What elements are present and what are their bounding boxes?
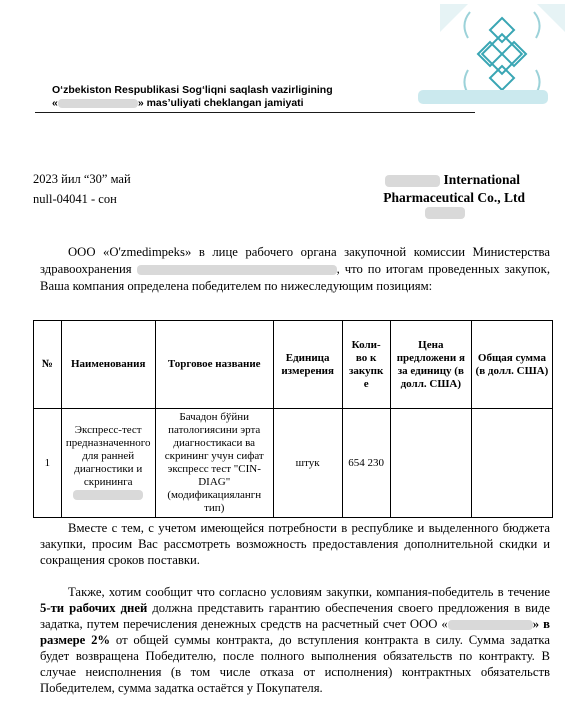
- col-trade: Торговое название: [155, 321, 273, 409]
- deposit-rate: » в размере 2%: [40, 617, 550, 647]
- col-price: Цена предложени я за единицу (в долл. США): [390, 321, 471, 409]
- quote-open: «: [52, 97, 58, 109]
- row-total: [471, 409, 552, 518]
- redacted-disease: [73, 490, 143, 500]
- deposit-paragraph: Также, хотим сообщит что согласно условиям закупки, компания-победитель в течение 5-ти рабочих дней должна представить гарантию обеспечения своего предложения в виде задатка, путем перечисления денежных средств на расчетный счет ООО « » в размере 2% от общей суммы контракта, до вступления контракта в силу. Сумма задатка будет возвращена Победителю, после полного выполнения обязательств по контракту. В случае неисполнения (в том числе отказа от исполнения) контрактных обязательств Победителем, сумма задатка остаётся у Покупателя.: [40, 585, 550, 695]
- col-name: Наименования: [61, 321, 155, 409]
- table-row: [34, 409, 553, 518]
- col-num: №: [34, 321, 62, 409]
- positions-table: [33, 320, 553, 518]
- header-rule: [35, 112, 475, 113]
- col-total: Общая сумма (в долл. США): [471, 321, 552, 409]
- table-header-row: [34, 321, 553, 409]
- ministry-line: O‘zbekiston Respublikasi Sog‘liqni saqlash vazirligining: [52, 84, 333, 96]
- letter-date: 2023 йил “30” май: [33, 172, 131, 186]
- letter-number: null-04041 - сон: [33, 192, 117, 206]
- redacted-ministry: [137, 265, 337, 275]
- recipient-line-1: [380, 172, 520, 188]
- col-unit: Единица измерения: [273, 321, 342, 409]
- row-num: 1: [34, 409, 62, 518]
- row-qty: 654 230: [342, 409, 390, 518]
- redacted-city: [425, 207, 465, 219]
- redacted-recipient: [385, 175, 440, 187]
- company-suffix: » mas’uliyati cheklangan jamiyati: [137, 97, 304, 109]
- row-price: [390, 409, 471, 518]
- col-qty: Коли- во к закупк е: [342, 321, 390, 409]
- company-line: [52, 97, 304, 110]
- intro-paragraph: ООО «O'zmedimpeks» в лице рабочего органа закупочной комиссии Министерства здравоохранения , что по итогам проведенных закупок, Ваша компания определена победителем по нижеследующим позициям:: [40, 245, 550, 293]
- ornamental-cross-logo-icon: [440, 4, 565, 104]
- row-unit: штук: [273, 409, 342, 518]
- redacted-name: [58, 99, 138, 108]
- row-name: Экспресс-тест предназначенного для ранней диагностики и скрининга: [61, 409, 155, 518]
- logo-text-redacted: [418, 90, 548, 104]
- discount-paragraph: Вместе с тем, с учетом имеющейся потребности в республике и выделенного бюджета закупки, просим Вас рассмотреть возможность предоставления дополнительной скидки и сокращения сроков поставки.: [40, 521, 550, 567]
- recipient-line-2: Pharmaceutical Co., Ltd: [383, 190, 525, 205]
- redacted-company: [448, 620, 533, 630]
- recipient-international: International: [443, 172, 520, 187]
- deposit-term: 5-ти рабочих дней: [40, 601, 148, 615]
- row-trade: Бачадон бўйни патологиясини эрта диагностикаси ва скрининг учун сифат экспресс тест "CIN-DIAG" (модификациялангн тип): [155, 409, 273, 518]
